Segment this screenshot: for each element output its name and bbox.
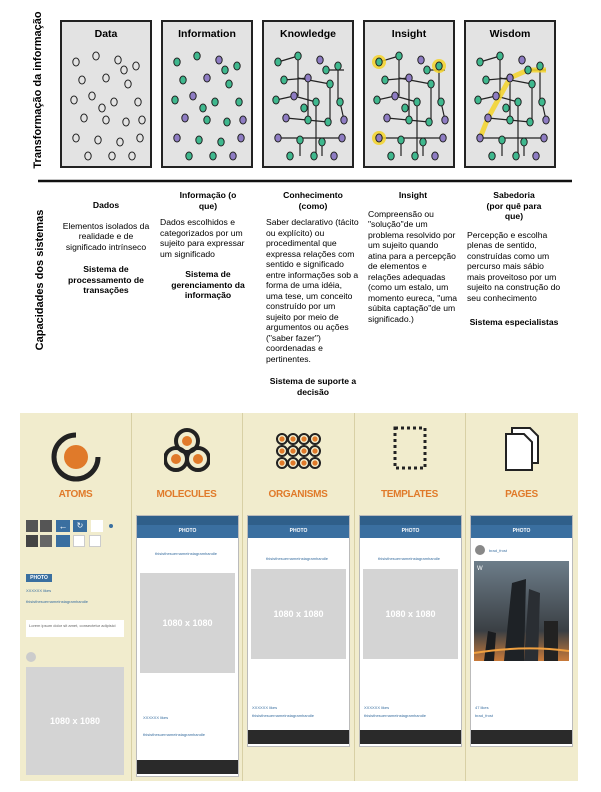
node <box>172 96 178 104</box>
node <box>519 56 525 64</box>
node <box>392 92 398 100</box>
node <box>230 152 236 160</box>
likes-count: XXXXXX likes <box>364 705 390 710</box>
city-photo <box>474 561 569 661</box>
organism-core <box>312 460 317 465</box>
molecule-icon <box>164 427 210 473</box>
organism-core <box>290 448 295 453</box>
knowledge-network <box>264 22 352 166</box>
page-likes: 47 likes <box>475 705 489 710</box>
node <box>236 98 242 106</box>
node <box>440 134 446 142</box>
node <box>432 152 438 160</box>
node <box>406 116 412 124</box>
capability-description: Elementos isolados da realidade e de significado intrínseco <box>62 220 150 252</box>
username-atom: thisisthesuernameinstagramhandle <box>26 599 89 604</box>
node <box>384 114 390 122</box>
likes-atom: XXXXXX likes <box>26 588 52 593</box>
node <box>327 80 333 88</box>
node <box>438 98 444 106</box>
capability-system: Sistema especialistas <box>469 317 559 327</box>
panel-title-knowledge: Knowledge <box>279 28 336 40</box>
panel-knowledge <box>262 20 354 168</box>
image-placeholder: 1080 x 1080 <box>140 573 235 673</box>
node <box>325 118 331 126</box>
node <box>295 52 301 60</box>
username-handle: thisisthesuernameinstagramhandle <box>378 556 441 561</box>
information-dots <box>163 22 251 166</box>
node <box>339 134 345 142</box>
photo-title-atom: PHOTO <box>26 574 52 582</box>
node <box>111 98 117 106</box>
node <box>513 152 519 160</box>
node <box>71 96 77 104</box>
node <box>79 76 85 84</box>
node <box>521 138 527 146</box>
node <box>174 58 180 66</box>
capability-column-conhecimento <box>266 190 360 397</box>
node <box>376 134 382 142</box>
node <box>493 92 499 100</box>
node <box>204 74 210 82</box>
node <box>291 92 297 100</box>
node <box>337 98 343 106</box>
panel-title-data: Data <box>94 28 118 40</box>
templates-column <box>354 413 465 781</box>
organism-icon <box>275 431 321 471</box>
status-bar <box>360 516 461 525</box>
capability-heading: Insight <box>398 190 428 200</box>
nav-bar-title: PHOTO <box>360 525 461 538</box>
node <box>125 80 131 88</box>
node <box>317 56 323 64</box>
node <box>497 52 503 60</box>
capability-heading: Dados <box>92 200 120 210</box>
node <box>477 134 483 142</box>
node <box>186 152 192 160</box>
username-handle: thisisthesuernameinstagramhandle <box>266 556 329 561</box>
capability-description: Dados escolhidos e categorizados por um sujeito para expressar um significado <box>160 217 245 259</box>
insight-network <box>365 22 453 166</box>
node <box>216 56 222 64</box>
node <box>537 62 543 70</box>
node <box>204 116 210 124</box>
likes-count: XXXXXX likes <box>143 715 169 720</box>
organism-core <box>312 448 317 453</box>
node <box>515 98 521 106</box>
dot-icon <box>109 524 113 528</box>
refresh-icon[interactable]: ↻ <box>73 520 87 532</box>
svg-text:W: W <box>477 566 483 572</box>
capability-system: Sistema de gerenciamento da informação <box>171 269 245 300</box>
node <box>200 104 206 112</box>
node <box>319 138 325 146</box>
tab-bar[interactable] <box>360 730 461 744</box>
node <box>507 74 513 82</box>
molecules-column <box>131 413 242 781</box>
node <box>313 98 319 106</box>
caption-atom <box>26 620 124 637</box>
data-dots <box>62 22 150 166</box>
node <box>527 118 533 126</box>
node <box>287 152 293 160</box>
panel-title-insight: Insight <box>391 28 427 40</box>
node <box>129 152 135 160</box>
capability-system: Sistema de suporte a decisão <box>269 376 357 397</box>
node <box>210 152 216 160</box>
node <box>123 118 129 126</box>
node <box>311 152 317 160</box>
node <box>174 134 180 142</box>
node <box>93 52 99 60</box>
panel-insight <box>363 20 455 168</box>
organisms-column <box>242 413 354 781</box>
node <box>297 136 303 144</box>
avatar <box>26 652 36 662</box>
templates-label: TEMPLATES <box>380 489 439 500</box>
comment-icon[interactable] <box>89 535 101 547</box>
node <box>388 152 394 160</box>
node <box>382 76 388 84</box>
node <box>533 152 539 160</box>
panel-wisdom <box>464 20 556 168</box>
node <box>323 66 329 74</box>
node <box>275 134 281 142</box>
organism-core <box>279 448 284 453</box>
node <box>89 92 95 100</box>
nav-bar-title: PHOTO <box>248 525 349 538</box>
node <box>135 98 141 106</box>
node <box>477 58 483 66</box>
node <box>85 152 91 160</box>
tab-bar[interactable] <box>471 730 572 744</box>
capability-heading: Sabedoria (por quê para que) <box>486 190 542 221</box>
node <box>234 62 240 70</box>
capability-column-sabedoria <box>467 190 561 328</box>
node <box>238 134 244 142</box>
organism-core <box>301 436 306 441</box>
nav-bar-title: PHOTO <box>137 525 238 538</box>
node <box>305 116 311 124</box>
node <box>109 152 115 160</box>
capability-column-informacao <box>160 190 256 301</box>
node <box>489 152 495 160</box>
node <box>182 114 188 122</box>
node <box>137 134 143 142</box>
node <box>218 138 224 146</box>
node <box>442 116 448 124</box>
node <box>499 136 505 144</box>
username-handle: thisisthesuernameinstagramhandle <box>155 551 218 556</box>
status-bar <box>137 516 238 525</box>
node <box>396 52 402 60</box>
node <box>398 136 404 144</box>
back-arrow-icon[interactable]: ← <box>56 520 70 532</box>
image-placeholder: 1080 x 1080 <box>251 569 346 659</box>
camera-icon[interactable] <box>40 520 52 532</box>
pages-column <box>465 413 578 781</box>
node <box>133 62 139 70</box>
node <box>426 118 432 126</box>
node <box>103 116 109 124</box>
node <box>224 118 230 126</box>
y-axis-label-transformation: Transformação da informação <box>32 11 44 169</box>
node <box>331 152 337 160</box>
image-placeholder: 1080 x 1080 <box>363 569 458 659</box>
capability-column-dados <box>60 200 152 296</box>
node <box>412 152 418 160</box>
node <box>525 66 531 74</box>
panel-information <box>161 20 253 168</box>
node <box>73 134 79 142</box>
caption-text: Lorem ipsum dolor sit amet, consectetur adipisici <box>29 623 116 628</box>
node <box>115 56 121 64</box>
node <box>190 92 196 100</box>
node <box>406 74 412 82</box>
molecules-phone <box>136 515 239 777</box>
molecules-label: MOLECULES <box>156 489 217 500</box>
node <box>485 114 491 122</box>
panel-title-wisdom: Wisdom <box>489 28 531 40</box>
organism-core <box>290 436 295 441</box>
node <box>180 76 186 84</box>
node <box>475 96 481 104</box>
node <box>428 80 434 88</box>
node <box>273 96 279 104</box>
status-bar <box>471 516 572 525</box>
node <box>121 66 127 74</box>
node <box>507 116 513 124</box>
atomic-design-section <box>20 413 578 781</box>
node <box>275 58 281 66</box>
node <box>95 136 101 144</box>
page-username: brad_frost <box>489 548 508 553</box>
capability-column-insight <box>368 190 458 324</box>
node <box>503 104 509 112</box>
node <box>341 116 347 124</box>
node <box>117 138 123 146</box>
node <box>543 116 549 124</box>
pages-label: PAGES <box>505 489 538 500</box>
wisdom-network <box>466 22 554 166</box>
node <box>402 104 408 112</box>
capability-system: Sistema de processamento de transações <box>68 264 144 295</box>
pages-phone <box>470 515 573 747</box>
panel-data <box>60 20 152 168</box>
likes-count: XXXXXX likes <box>252 705 278 710</box>
node <box>212 98 218 106</box>
capability-description: Saber declarativo (tácito ou explícito) ou procedimental que expressa relações com sentido e significado entre informações sob a forma de uma idéia, uma tese, um conceito construído por um sujeito por meio de argumentos ou ações ("saber fazer") coordenadas e pertinentes. <box>266 217 359 364</box>
node <box>414 98 420 106</box>
node <box>335 62 341 70</box>
node <box>420 138 426 146</box>
organism-core <box>279 460 284 465</box>
organism-core <box>279 436 284 441</box>
panel-title-information: Information <box>178 28 236 40</box>
organisms-phone <box>247 515 350 747</box>
node <box>99 104 105 112</box>
node <box>529 80 535 88</box>
nav-bar-title: PHOTO <box>471 525 572 538</box>
image-placeholder: 1080 x 1080 <box>26 667 124 775</box>
explore-icon[interactable] <box>40 535 52 547</box>
username-handle: thisisthesuernameinstagramhandle <box>252 713 315 718</box>
node <box>376 58 382 66</box>
node <box>305 74 311 82</box>
node <box>240 116 246 124</box>
node <box>301 104 307 112</box>
atoms-column <box>20 413 131 781</box>
y-axis-label-capabilities: Capacidades dos sistemas <box>34 209 46 351</box>
photo-icon[interactable] <box>56 535 70 547</box>
node <box>226 80 232 88</box>
page-caption-user: brad_frost <box>475 713 494 718</box>
heart-icon[interactable] <box>73 535 85 547</box>
organism-core <box>301 460 306 465</box>
organism-core <box>301 448 306 453</box>
username-handle: thisisthesuernameinstagramhandle <box>364 713 427 718</box>
capability-heading: Informação (o que) <box>179 190 237 211</box>
atom-icon <box>51 431 101 483</box>
organism-core <box>290 460 295 465</box>
node <box>194 52 200 60</box>
node <box>539 98 545 106</box>
node <box>374 96 380 104</box>
node <box>418 56 424 64</box>
avatar <box>475 545 485 555</box>
node <box>283 114 289 122</box>
node <box>541 134 547 142</box>
node <box>73 58 79 66</box>
capability-heading: Conhecimento (como) <box>283 190 343 211</box>
capability-description: Compreensão ou "solução"de um problema resolvido por um sujeito quando atina para a percepção de elementos e relações adequadas (como um estalo, um momento eureca, "uma súbita captação"de um significado.) <box>368 208 458 324</box>
organisms-label: ORGANISMS <box>268 489 328 500</box>
node <box>483 76 489 84</box>
node <box>424 66 430 74</box>
more-icon[interactable] <box>91 520 103 532</box>
node <box>139 116 145 124</box>
node <box>196 136 202 144</box>
node <box>436 62 442 70</box>
node <box>281 76 287 84</box>
status-bar <box>248 516 349 525</box>
pages-icon <box>503 425 541 473</box>
search-icon[interactable] <box>26 520 38 532</box>
node <box>81 114 87 122</box>
templates-phone <box>359 515 462 747</box>
node <box>103 74 109 82</box>
tab-bar[interactable] <box>137 760 238 774</box>
capability-description: Percepção e escolha plenas de sentido, construídas como um percurso mais sábio mais proveitoso por um sujeito na construção do seu conhecimento <box>467 229 561 303</box>
horizontal-divider <box>38 179 572 183</box>
tab-bar[interactable] <box>248 730 349 744</box>
organism-core <box>312 436 317 441</box>
username-handle: thisisthesuernameinstagramhandle <box>143 732 206 737</box>
home-icon[interactable] <box>26 535 38 547</box>
template-icon <box>392 425 428 471</box>
node <box>222 66 228 74</box>
atoms-label: ATOMS <box>58 489 93 500</box>
